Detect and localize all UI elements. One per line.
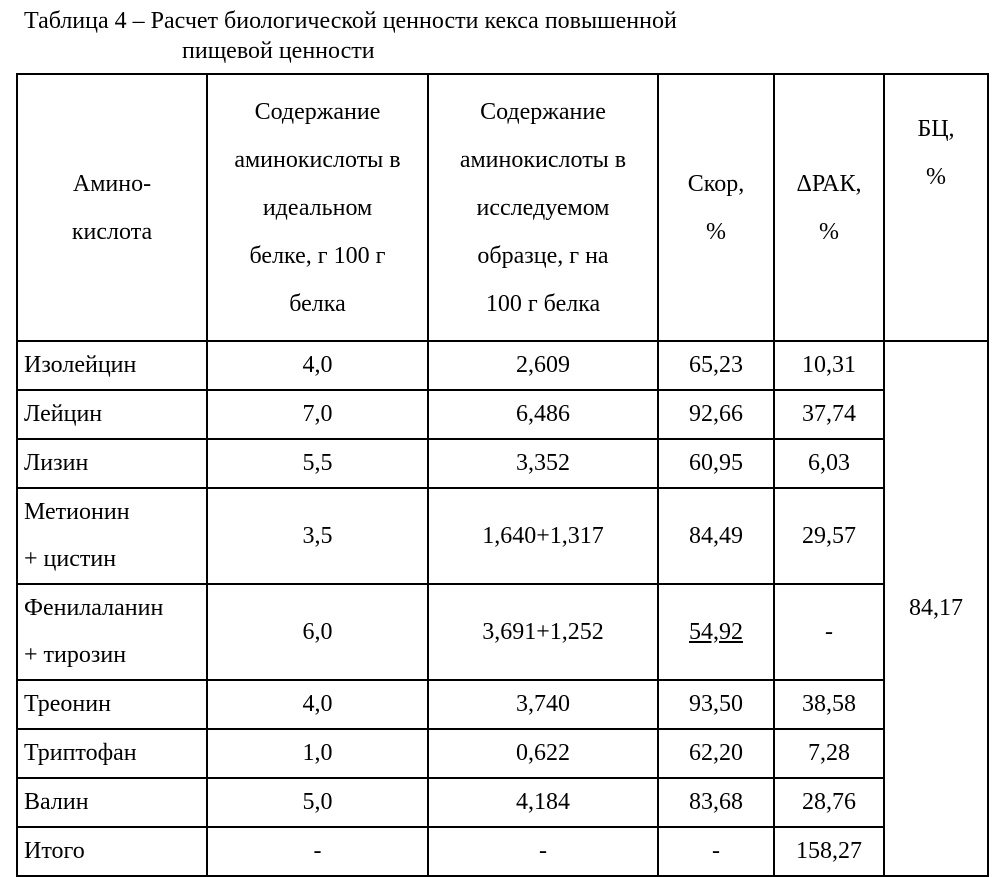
- cell-sample: 0,622: [428, 729, 658, 778]
- cell-drak: -: [774, 584, 884, 680]
- cell-sample: 1,640+1,317: [428, 488, 658, 584]
- cell-ideal: 3,5: [207, 488, 428, 584]
- table-row: [17, 341, 988, 390]
- underlined-min-score: 54,92: [689, 618, 743, 645]
- cell-sample: 3,691+1,252: [428, 584, 658, 680]
- cell-amino-acid: Триптофан: [17, 729, 207, 778]
- header-bc: БЦ, %: [884, 74, 988, 341]
- cell-score: 62,20: [658, 729, 774, 778]
- cell-drak: 7,28: [774, 729, 884, 778]
- cell-score: -: [658, 827, 774, 876]
- cell-ideal: 5,0: [207, 778, 428, 827]
- header-score: Скор, %: [658, 74, 774, 341]
- cell-amino-acid: Валин: [17, 778, 207, 827]
- cell-drak: 37,74: [774, 390, 884, 439]
- table-row: [17, 729, 988, 778]
- cell-drak: 38,58: [774, 680, 884, 729]
- biological-value-table: [16, 73, 989, 877]
- cell-score: 83,68: [658, 778, 774, 827]
- cell-bc-value: 84,17: [884, 341, 988, 876]
- cell-ideal: 4,0: [207, 680, 428, 729]
- table-row: [17, 488, 988, 584]
- table-row: [17, 778, 988, 827]
- cell-ideal: 5,5: [207, 439, 428, 488]
- table-caption: [24, 6, 677, 66]
- cell-sample: 3,352: [428, 439, 658, 488]
- cell-score: 60,95: [658, 439, 774, 488]
- table-row: [17, 680, 988, 729]
- cell-amino-acid: Лизин: [17, 439, 207, 488]
- header-drak: ΔРАК, %: [774, 74, 884, 341]
- cell-score: 92,66: [658, 390, 774, 439]
- cell-sample: 2,609: [428, 341, 658, 390]
- cell-amino-acid: Лейцин: [17, 390, 207, 439]
- cell-drak: 29,57: [774, 488, 884, 584]
- cell-ideal: -: [207, 827, 428, 876]
- table-row: [17, 584, 988, 680]
- cell-score: 93,50: [658, 680, 774, 729]
- cell-ideal: 1,0: [207, 729, 428, 778]
- cell-score: 84,49: [658, 488, 774, 584]
- cell-amino-acid: Метионин + цистин: [17, 488, 207, 584]
- cell-drak: 10,31: [774, 341, 884, 390]
- cell-score: 65,23: [658, 341, 774, 390]
- table-row: [17, 439, 988, 488]
- cell-score: [658, 584, 774, 680]
- cell-ideal: 7,0: [207, 390, 428, 439]
- cell-ideal: 4,0: [207, 341, 428, 390]
- header-ideal-content: Содержание аминокислоты в идеальном белке, г 100 г белка: [207, 74, 428, 341]
- cell-amino-acid: Фенилаланин + тирозин: [17, 584, 207, 680]
- cell-sample: 6,486: [428, 390, 658, 439]
- cell-amino-acid: Изолейцин: [17, 341, 207, 390]
- caption-line-2: пищевой ценности: [182, 38, 375, 64]
- cell-sample: -: [428, 827, 658, 876]
- cell-sample: 4,184: [428, 778, 658, 827]
- header-sample-content: Содержание аминокислоты в исследуемом образце, г на 100 г белка: [428, 74, 658, 341]
- caption-line-1: Таблица 4 – Расчет биологической ценности кекса повышенной: [24, 8, 677, 34]
- cell-drak: 6,03: [774, 439, 884, 488]
- table-row: [17, 390, 988, 439]
- cell-drak: 158,27: [774, 827, 884, 876]
- cell-amino-acid: Треонин: [17, 680, 207, 729]
- cell-drak: 28,76: [774, 778, 884, 827]
- cell-ideal: 6,0: [207, 584, 428, 680]
- header-amino-acid: Амино- кислота: [17, 74, 207, 341]
- cell-sample: 3,740: [428, 680, 658, 729]
- table-header-row: [17, 74, 988, 341]
- cell-amino-acid: Итого: [17, 827, 207, 876]
